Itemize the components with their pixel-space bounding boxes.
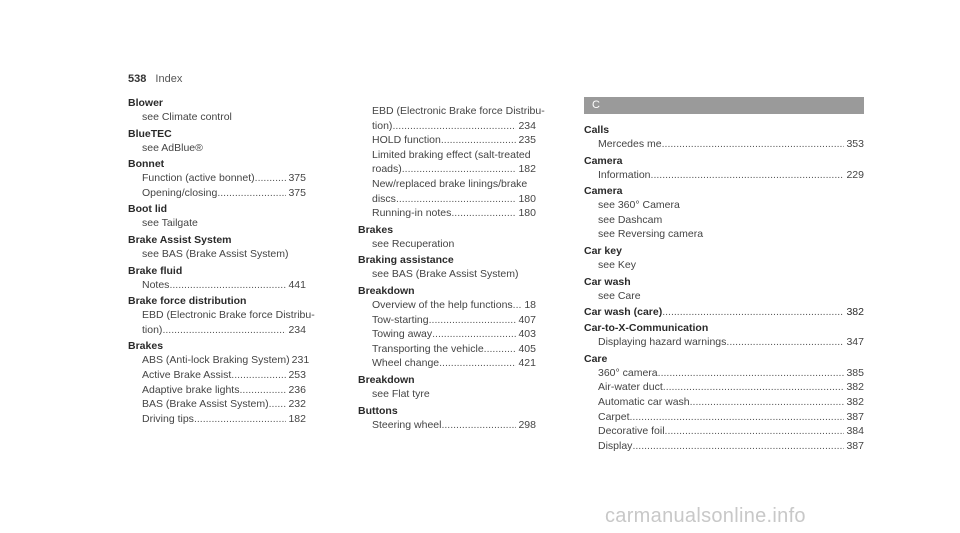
index-column-3: [584, 97, 864, 456]
subentry-text: Mercedes me: [598, 138, 662, 150]
index-heading: Calls: [584, 124, 610, 136]
page-reference: 353: [846, 138, 864, 150]
index-subentry: [584, 213, 864, 228]
index-heading: Brake Assist System: [128, 233, 232, 246]
subentry-text: EBD (Electronic Brake force Distribu-: [142, 309, 315, 322]
leader-dots: [194, 412, 287, 427]
page-reference: 382: [846, 381, 864, 394]
subentry-text: BAS (Brake Assist System): [142, 398, 269, 411]
index-entry: [358, 374, 536, 402]
subentry-text: tion): [372, 119, 393, 132]
subentry-text: EBD (Electronic Brake force Distribu-: [372, 105, 545, 117]
index-subentry: [128, 278, 306, 293]
index-heading: Brakes: [128, 340, 164, 353]
subentry-text: Running-in notes: [372, 207, 452, 220]
subentry-text: see Flat tyre: [372, 387, 430, 400]
leader-dots: [255, 171, 287, 186]
index-subentry: [358, 387, 536, 402]
leader-dots: [632, 439, 844, 454]
page-reference: 387: [846, 439, 864, 452]
index-subentry: [128, 247, 306, 262]
index-entry: [128, 158, 306, 200]
leader-dots: [162, 323, 286, 338]
subentry-text: Driving tips: [142, 412, 194, 425]
index-subentry: [358, 104, 545, 119]
page-reference: 180: [518, 192, 536, 205]
index-entry: [128, 97, 306, 125]
page-reference: 347: [846, 336, 864, 349]
subentry-text: Display: [598, 439, 633, 452]
subentry-text: Overview of the help functions: [372, 298, 513, 311]
leader-dots: [231, 368, 286, 383]
subentry-text: Notes: [142, 278, 170, 291]
index-heading: Car-to-X-Communication: [584, 322, 709, 335]
index-subentry: [358, 237, 536, 252]
index-heading: Boot lid: [128, 203, 168, 216]
page-number: 538: [128, 73, 147, 85]
page-reference: 298: [518, 418, 536, 431]
subentry-text: Decorative foil: [598, 425, 665, 438]
leader-dots: [392, 119, 516, 134]
index-heading: Care: [584, 352, 608, 365]
index-subentry: [128, 353, 310, 368]
index-subentry: [358, 148, 536, 163]
index-subentry: [358, 192, 536, 207]
subentry-text: Adaptive brake lights: [142, 383, 240, 396]
page-reference: 229: [846, 168, 864, 181]
subentry-text: ABS (Anti-lock Braking System): [142, 354, 290, 367]
index-entry: [358, 405, 536, 433]
leader-dots: [662, 137, 845, 152]
index-entry: [584, 276, 864, 304]
index-subentry: [584, 366, 864, 381]
index-subentry: [584, 227, 864, 242]
leader-dots: [169, 278, 286, 293]
leader-dots: [663, 380, 845, 395]
page-reference: 421: [518, 357, 536, 370]
subentry-text: roads): [372, 163, 402, 176]
page-reference: 387: [846, 410, 864, 423]
leader-dots: [451, 206, 516, 221]
index-heading: Camera: [584, 154, 623, 167]
leader-dots: [662, 306, 844, 319]
index-subentry: [128, 216, 306, 231]
index-subentry: [584, 168, 864, 183]
subentry-text: see 360° Camera: [598, 199, 680, 212]
page-reference: 405: [518, 342, 536, 355]
index-subentry: [358, 267, 536, 282]
subentry-text: see Climate control: [142, 111, 232, 123]
index-entry: [128, 295, 315, 337]
leader-dots: [484, 342, 517, 357]
page-header: [128, 73, 182, 85]
index-entries: [584, 124, 864, 453]
index-entry: [584, 245, 864, 273]
index-subentry: [584, 198, 864, 213]
page-reference: 382: [846, 395, 864, 408]
subentry-text: tion): [142, 323, 163, 336]
heading-text: Car wash (care): [584, 306, 663, 319]
index-column-2: [358, 104, 545, 435]
index-subentry: [584, 258, 864, 273]
subentry-text: see Care: [598, 289, 641, 302]
subentry-text: see Recuperation: [372, 237, 455, 250]
page-reference: 182: [288, 412, 306, 425]
page-reference: 384: [846, 425, 864, 438]
index-heading: BlueTEC: [128, 127, 172, 140]
index-subentry: [358, 133, 536, 148]
index-entry: [584, 155, 864, 183]
subentry-text: Carpet: [598, 410, 630, 423]
subentry-text: Air-water duct: [598, 381, 663, 394]
index-entry: [584, 322, 864, 350]
index-heading: Brake force distribution: [128, 295, 247, 308]
index-heading: Blower: [128, 97, 164, 109]
index-heading: Brake fluid: [128, 264, 183, 277]
subentry-text: Information: [598, 168, 651, 181]
page-reference: 253: [288, 368, 306, 381]
index-entry: [358, 104, 545, 221]
leader-dots: [441, 133, 517, 148]
index-subentry: [584, 410, 864, 425]
index-entry: [128, 265, 306, 293]
watermark: carmanualsonline.info: [605, 505, 806, 527]
page-reference: 232: [288, 398, 306, 411]
index-subentry: [128, 186, 306, 201]
leader-dots: [402, 162, 517, 177]
index-subentry: [128, 141, 306, 156]
leader-dots: [239, 383, 286, 398]
index-subentry: [584, 395, 864, 410]
leader-dots: [439, 356, 516, 371]
subentry-text: HOLD function: [372, 134, 441, 147]
index-entry: [358, 285, 536, 371]
leader-dots: [429, 313, 517, 328]
subentry-text: see Reversing camera: [598, 228, 704, 241]
index-subentry: [128, 171, 306, 186]
index-entry: [584, 306, 864, 319]
page-reference: 234: [518, 119, 536, 132]
index-subentry: [358, 206, 536, 221]
index-subentry: [358, 327, 536, 342]
index-subentry: [128, 383, 306, 398]
index-heading: Camera: [584, 185, 623, 198]
index-subentry: [584, 137, 864, 152]
index-heading: Buttons: [358, 404, 398, 417]
subentry-text: Tow-starting: [372, 313, 429, 326]
subentry-text: Transporting the vehicle: [372, 342, 484, 355]
page-reference: 407: [518, 313, 536, 326]
index-entry: [584, 124, 864, 152]
index-entry: [128, 234, 306, 262]
page-reference: 235: [518, 134, 536, 147]
subentry-text: Limited braking effect (salt-treated: [372, 148, 531, 161]
leader-dots: [269, 397, 287, 412]
leader-dots: [441, 418, 516, 433]
subentry-text: see AdBlue®: [142, 141, 203, 154]
index-subentry: [584, 380, 864, 395]
subentry-text: see Key: [598, 258, 636, 271]
leader-dots: [665, 424, 845, 439]
subentry-text: Displaying hazard warnings: [598, 336, 727, 349]
subentry-text: Towing away: [372, 328, 433, 341]
index-subentry: [584, 424, 864, 439]
subentry-text: 360° camera: [598, 366, 658, 379]
index-subentry: [358, 342, 536, 357]
index-heading: Breakdown: [358, 284, 415, 297]
index-subentry: [358, 119, 536, 134]
page-reference: 441: [288, 278, 306, 291]
index-subentry: [128, 397, 306, 412]
leader-dots: [658, 366, 845, 381]
subentry-text: Opening/closing: [142, 186, 218, 199]
page-reference: 385: [846, 366, 864, 379]
index-subentry: [584, 289, 864, 304]
subentry-text: Function (active bonnet): [142, 172, 255, 185]
index-subentry: [358, 162, 536, 177]
index-entry: [128, 340, 310, 426]
page-reference: 375: [288, 186, 306, 199]
leader-dots: [690, 395, 845, 410]
letter-section-bar: C: [584, 97, 864, 114]
index-entry: [358, 224, 536, 252]
leader-dots: [726, 335, 844, 350]
index-subentry: [128, 110, 306, 125]
page-reference: 180: [518, 207, 536, 220]
subentry-text: discs: [372, 192, 396, 205]
leader-dots: [432, 327, 516, 342]
subentry-text: Automatic car wash: [598, 395, 690, 408]
index-heading: Braking assistance: [358, 254, 454, 267]
index-subentry: [358, 418, 536, 433]
index-entry: [584, 353, 864, 454]
page-reference: 375: [288, 172, 306, 185]
index-heading: Breakdown: [358, 373, 415, 386]
page-reference: 234: [288, 323, 306, 336]
subentry-text: see Dashcam: [598, 213, 663, 226]
index-subentry: [358, 313, 536, 328]
subentry-text: see BAS (Brake Assist System): [142, 247, 289, 260]
index-entry: [584, 185, 864, 242]
index-entry: [128, 203, 306, 231]
leader-dots: [513, 298, 523, 313]
index-heading: Car wash: [584, 275, 631, 288]
index-heading: Bonnet: [128, 158, 165, 171]
index-entry: [128, 128, 306, 156]
subentry-text: see BAS (Brake Assist System): [372, 268, 519, 281]
page-reference: 236: [288, 383, 306, 396]
index-subentry: [128, 323, 306, 338]
page-reference: 182: [518, 163, 536, 176]
index-column-1: [128, 97, 315, 429]
subentry-text: Wheel change: [372, 357, 440, 370]
subentry-text: see Tailgate: [142, 217, 198, 230]
subentry-text: Steering wheel: [372, 418, 442, 431]
subentry-text: Active Brake Assist: [142, 368, 232, 381]
page-reference: 231: [291, 354, 310, 367]
page-reference: 403: [518, 328, 536, 341]
page-reference: 382: [846, 306, 864, 319]
index-subentry: [584, 335, 864, 350]
subentry-text: New/replaced brake linings/brake: [372, 177, 528, 190]
page-reference: 18: [524, 298, 536, 311]
index-subentry: [128, 368, 306, 383]
index-subentry: [584, 439, 864, 454]
leader-dots: [630, 410, 845, 425]
index-subentry: [358, 356, 536, 371]
leader-dots: [217, 186, 286, 201]
index-heading: Car key: [584, 244, 622, 257]
index-heading: [584, 306, 864, 319]
index-subentry: [128, 308, 315, 323]
index-heading: Brakes: [358, 223, 394, 236]
index-subentry: [358, 177, 536, 192]
index-subentry: [358, 298, 536, 313]
leader-dots: [651, 168, 845, 183]
index-entry: [358, 254, 536, 282]
index-subentry: [128, 412, 306, 427]
section-title: Index: [155, 73, 183, 85]
leader-dots: [396, 192, 517, 207]
